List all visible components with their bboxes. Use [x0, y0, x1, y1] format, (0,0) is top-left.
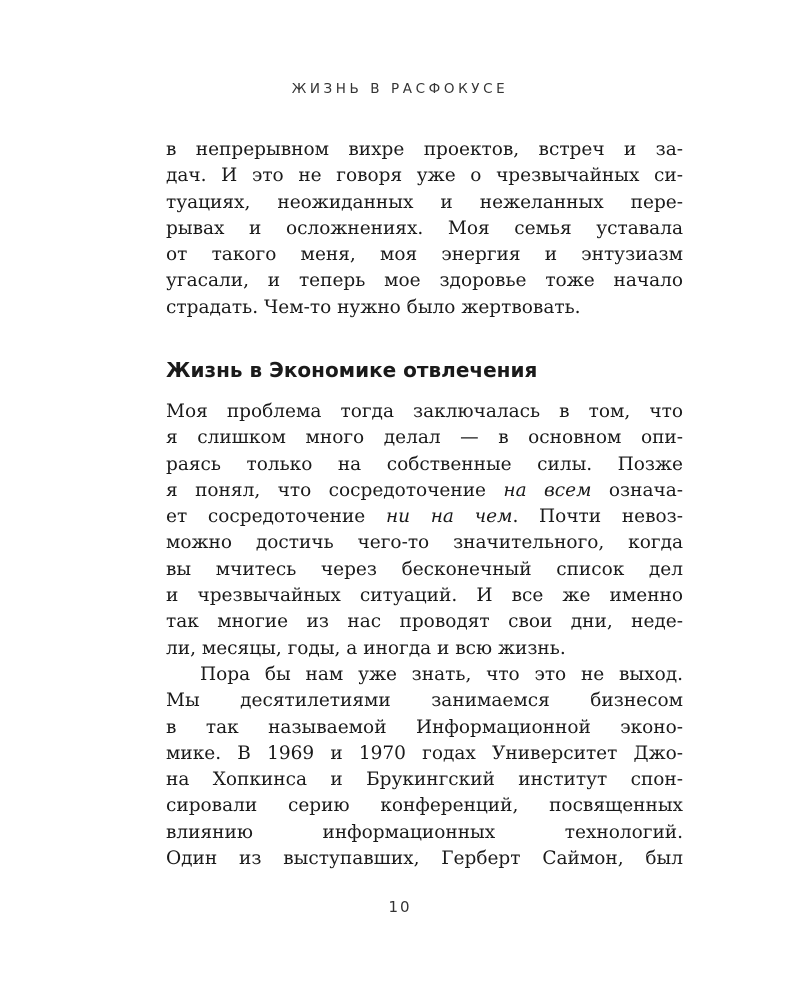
paragraph-2	[166, 662, 683, 872]
text-line: в так называемой Информационной эконо-	[166, 716, 683, 738]
text-line: на Хопкинса и Брукингский институт спон-	[166, 769, 683, 791]
paragraph-1	[166, 399, 683, 662]
section-body	[166, 399, 683, 872]
text-line: в непрерывном вихре проектов, встреч и за-	[166, 139, 683, 160]
emphasis-text: на всем	[503, 479, 592, 501]
text-line: Моя проблема тогда заключалась в том, что	[166, 401, 683, 422]
text-line: и чрезвычайных ситуаций. И все же именно	[166, 585, 683, 607]
text-line: так многие из нас проводят свои дни, неде-	[166, 611, 683, 633]
text-line: сировали серию конференций, посвященных	[166, 795, 683, 817]
text-line: можно достичь чего-то значительного, когда	[166, 532, 683, 554]
running-header: ЖИЗНЬ В РАСФОКУСЕ	[291, 81, 509, 97]
text-line: Один из выступавших, Герберт Саймон, был	[166, 848, 683, 870]
text-line: угасали, и теперь мое здоровье тоже начало	[166, 270, 683, 292]
text-line: раясь только на собственные силы. Позже	[166, 453, 683, 475]
text-line: туациях, неожиданных и нежеланных пере-	[166, 191, 683, 213]
intro-paragraph	[166, 137, 683, 321]
text-run: означа-	[591, 479, 683, 501]
text-line: я слишком много делал — в основном опи-	[166, 427, 683, 449]
text-line: дач. И это не говоря уже о чрезвычайных си-	[166, 165, 683, 187]
text-line: рывах и осложнениях. Моя семья уставала	[166, 217, 683, 239]
text-line: ли, месяцы, годы, а иногда и всю жизнь.	[166, 637, 566, 659]
page-number: 10	[388, 898, 412, 916]
text-line: влиянию информационных технологий.	[166, 821, 683, 843]
text-run: ет сосредоточение	[166, 506, 386, 528]
text-line: вы мчитесь через бесконечный список дел	[166, 558, 683, 580]
text-run: я понял, что сосредоточение	[166, 479, 504, 501]
text-line: от такого меня, моя энергия и энтузиазм	[166, 244, 683, 266]
emphasis-text: ни на чем	[385, 506, 513, 528]
text-line: мике. В 1969 и 1970 годах Университет Джо-	[166, 742, 683, 764]
text-line: Мы десятилетиями занимаемся бизнесом	[166, 690, 683, 712]
text-line: страдать. Чем-то нужно было жертвовать.	[166, 296, 581, 318]
section-heading: Жизнь в Экономике отвлечения	[166, 358, 538, 382]
text-line	[166, 478, 683, 504]
text-line: Пора бы нам уже знать, что это не выход.	[200, 663, 683, 685]
text-run: . Почти невоз-	[512, 506, 683, 528]
text-line	[166, 504, 683, 530]
